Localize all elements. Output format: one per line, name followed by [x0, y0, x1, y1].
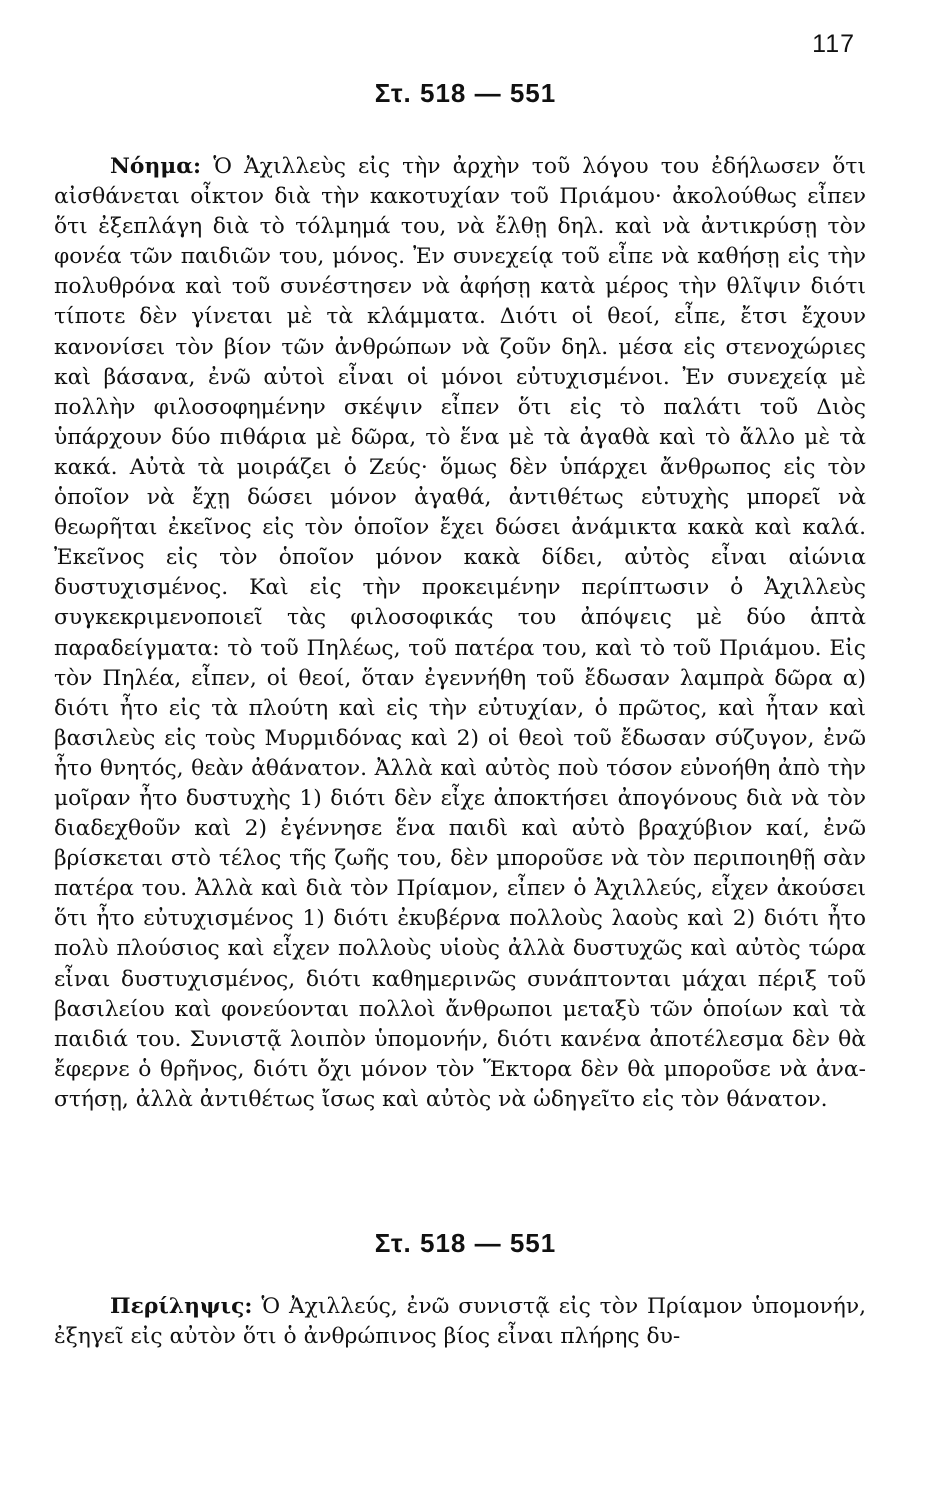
section-heading-noima: Στ. 518 — 551 [374, 78, 557, 108]
noima-lead-label: Νόημα: [110, 154, 202, 179]
section-heading-perilipsis: Στ. 518 — 551 [374, 1228, 557, 1258]
perilipsis-body-text: Ὁ Ἀχιλλεύς, ἐνῶ συνιστᾷ εἰς τὸν Πρίαμον ὑπομονήν, ἐξηγεῖ εἰς αὐτὸν ὅτι ὁ ἀνθρώπινος βίος εἶναι πλήρης δυ- [54, 1294, 867, 1350]
perilipsis-lead-label: Περίληψις: [110, 1294, 253, 1319]
page-number: 117 [812, 30, 855, 58]
noima-paragraph [54, 152, 866, 1115]
noima-body-text: Ὁ Ἀχιλλεὺς εἰς τὴν ἀρχὴν τοῦ λόγου του ἐδήλωσεν ὅτι αἰσθάνεται οἶκτον διὰ τὴν κακοτυχίαν τοῦ Πριάμου· ἀκολούθως εἶπεν ὅτι ἐξεπλάγη διὰ τὸ τόλμημά του, νὰ ἔλθῃ δηλ. καὶ νὰ ἀντικρύσῃ τὸν φονέα τῶν παιδιῶν του, μόνος. Ἐν συνεχείᾳ τοῦ εἶπε νὰ καθήσῃ εἰς τὴν πολυθρόνα καὶ τοῦ συνέστησεν νὰ ἀφήσῃ κατὰ μέρος τὴν θλῖψιν διότι τίποτε δὲν γίνεται μὲ τὰ κλάμματα. Διότι οἱ θεοί, εἶπε, ἔτσι ἔχουν κανονίσει τὸν βίον τῶν ἀνθρώπων νὰ ζοῦν δηλ. μέσα εἰς στενοχώριες καὶ βάσανα, ἐνῶ αὐτοὶ εἶναι οἱ μόνοι εὐτυχισμένοι. Ἐν συνεχείᾳ μὲ πολλὴν φιλοσοφημένην σκέψιν εἶπεν ὅτι εἰς τὸ παλάτι τοῦ Διὸς ὑπάρχουν δύο πιθάρια μὲ δῶρα, τὸ ἕνα μὲ τὰ ἀγαθὰ καὶ τὸ ἄλλο μὲ τὰ κακά. Αὐτὰ τὰ μοιράζει ὁ Ζεύς· ὅμως δὲν ὑπάρχει ἄνθρωπος εἰς τὸν ὁποῖον νὰ ἔχῃ δώσει μόνον ἀγαθά, ἀντιθέτως εὐτυχὴς μπορεῖ νὰ θεωρῆται ἐκεῖνος εἰς τὸν ὁποῖον ἔχει δώσει ἀνάμικτα κακὰ καὶ καλά. Ἐκεῖνος εἰς τὸν ὁποῖον μόνον κακὰ δίδει, αὐτὸς εἶναι αἰώνια δυστυχισμένος. Καὶ εἰς τὴν προκειμένην περίπτωσιν ὁ Ἀχιλλεὺς συγκεκριμενοποιεῖ τὰς φιλοσοφικάς του ἀπόψεις μὲ δύο ἁπτὰ παραδείγματα: τὸ τοῦ Πηλέως, τοῦ πατέρα του, καὶ τὸ τοῦ Πριάμου. Εἰς τὸν Πηλέα, εἶπεν, οἱ θεοί, ὅταν ἐγεννήθη τοῦ ἔδωσαν λαμπρὰ δῶρα α) διότι ἦτο εἰς τὰ πλούτη καὶ εἰς τὴν εὐτυχίαν, ὁ πρῶτος, καὶ ἦταν καὶ βασιλεὺς εἰς τοὺς Μυρμιδόνας καὶ 2) οἱ θεοὶ τοῦ ἔδωσαν σύζυγον, ἐνῶ ἦτο θνητός, θεὰν ἀθάνατον. Ἀλλὰ καὶ αὐτὸς ποὺ τόσον εὐνοήθη ἀπὸ τὴν μοῖραν ἦτο δυστυχὴς 1) διότι δὲν εἶχε ἀποκτήσει ἀπογόνους διὰ νὰ τὸν διαδεχθοῦν καὶ 2) ἐγέννησε ἕνα παιδὶ καὶ αὐτὸ βραχύβιον καί, ἐνῶ βρίσκεται στὸ τέλος τῆς ζωῆς του, δὲν μποροῦσε νὰ τὸν περιποιηθῇ σὰν πατέρα του. Ἀλλὰ καὶ διὰ τὸν Πρίαμον, εἶπεν ὁ Ἀχιλλεύς, εἶχεν ἀκούσει ὅτι ἦτο εὐτυχισμένος 1) διότι ἐκυβέρνα πολλοὺς λαοὺς καὶ 2) διότι ἦτο πολὺ πλούσιος καὶ εἶχεν πολλοὺς υἱοὺς ἀλλὰ δυστυχῶς καὶ αὐτὸς τώρα εἶναι δυστυχισμένος, διότι καθημερινῶς συνάπτονται μάχαι πέριξ τοῦ βασιλείου καὶ φονεύονται πολλοὶ ἄνθρωποι μεταξὺ τῶν ὁποίων καὶ τὰ παιδιά του. Συνιστᾷ λοιπὸν ὑπομονήν, διότι κανένα ἀποτέλεσμα δὲν θὰ ἔφερνε ὁ θρῆνος, διότι ὄχι μόνον τὸν Ἕκτορα δὲν θὰ μποροῦσε νὰ ἀναστήσῃ, ἀλλὰ ἀντιθέτως ἴσως καὶ αὐτὸς νὰ ὡδηγεῖτο εἰς τὸν θάνατον. [54, 154, 866, 1112]
perilipsis-paragraph [54, 1292, 866, 1352]
